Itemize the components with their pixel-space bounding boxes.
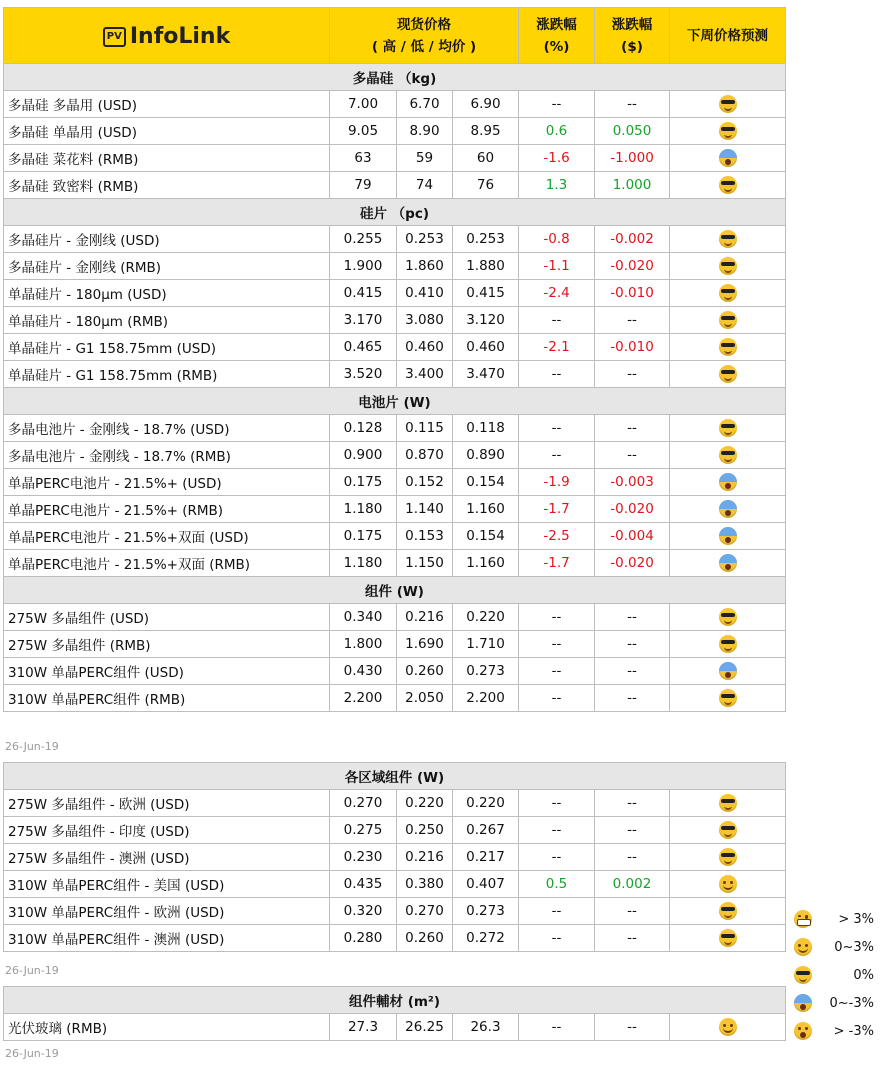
change-usd: --	[595, 790, 670, 817]
date-label: 26-Jun-19	[5, 964, 59, 977]
table-row	[4, 898, 786, 925]
change-usd: --	[595, 925, 670, 952]
product-name: 多晶硅片 - 金刚线 (RMB)	[4, 253, 330, 280]
price-avg: 0.220	[453, 604, 519, 631]
price-low: 0.115	[397, 415, 453, 442]
price-low: 0.380	[397, 871, 453, 898]
price-high: 27.3	[330, 1014, 397, 1041]
forecast-cell	[670, 280, 786, 307]
table-row	[4, 253, 786, 280]
cool-face-icon	[794, 966, 812, 984]
forecast-cell	[670, 307, 786, 334]
forecast-cell	[670, 790, 786, 817]
legend-item	[794, 989, 880, 1017]
table-row	[4, 844, 786, 871]
price-high: 0.175	[330, 523, 397, 550]
change-pct: --	[519, 604, 595, 631]
product-name: 多晶硅 多晶用 (USD)	[4, 91, 330, 118]
product-name: 单晶PERC电池片 - 21.5%+ (RMB)	[4, 496, 330, 523]
price-avg: 0.253	[453, 226, 519, 253]
forecast-cell	[670, 253, 786, 280]
product-name: 单晶硅片 - 180μm (USD)	[4, 280, 330, 307]
scream-face-icon	[719, 527, 737, 545]
change-usd: -0.010	[595, 334, 670, 361]
change-usd: --	[595, 604, 670, 631]
change-pct: -2.4	[519, 280, 595, 307]
scream-face-icon	[719, 500, 737, 518]
table-row	[4, 415, 786, 442]
price-avg: 3.120	[453, 307, 519, 334]
cool-face-icon	[719, 338, 737, 356]
cool-face-icon	[719, 257, 737, 275]
price-high: 0.128	[330, 415, 397, 442]
change-pct: --	[519, 685, 595, 712]
price-low: 0.253	[397, 226, 453, 253]
price-high: 7.00	[330, 91, 397, 118]
scream-face-icon	[719, 149, 737, 167]
legend-label: 0%	[853, 967, 874, 983]
forecast-legend	[794, 905, 880, 1045]
legend-item	[794, 933, 880, 961]
change-pct: --	[519, 631, 595, 658]
forecast-cell	[670, 1014, 786, 1041]
price-avg: 1.880	[453, 253, 519, 280]
category-label: 组件 (W)	[4, 577, 786, 604]
product-name: 单晶PERC电池片 - 21.5%+双面 (RMB)	[4, 550, 330, 577]
change-usd: -0.020	[595, 496, 670, 523]
change-usd: --	[595, 361, 670, 388]
price-high: 1.180	[330, 496, 397, 523]
change-usd: --	[595, 844, 670, 871]
forecast-cell	[670, 91, 786, 118]
price-table-materials	[3, 986, 786, 1041]
change-pct: --	[519, 844, 595, 871]
price-avg: 1.160	[453, 496, 519, 523]
change-pct: 1.3	[519, 172, 595, 199]
price-low: 1.860	[397, 253, 453, 280]
grin-face-icon	[794, 910, 812, 928]
legend-label: 0~-3%	[829, 995, 874, 1011]
price-high: 1.900	[330, 253, 397, 280]
category-row	[4, 388, 786, 415]
table-row	[4, 925, 786, 952]
date-label: 26-Jun-19	[5, 1047, 59, 1060]
scream-face-icon	[794, 994, 812, 1012]
change-usd: --	[595, 898, 670, 925]
change-pct: --	[519, 415, 595, 442]
price-low: 0.870	[397, 442, 453, 469]
logo	[4, 8, 330, 64]
price-low: 1.690	[397, 631, 453, 658]
product-name: 275W 多晶组件 - 欧洲 (USD)	[4, 790, 330, 817]
spot-price-header: 现货价格 ( 高 / 低 / 均价 )	[330, 8, 519, 64]
forecast-cell	[670, 844, 786, 871]
date-label: 26-Jun-19	[5, 740, 59, 753]
change-usd: -0.002	[595, 226, 670, 253]
legend-label: > 3%	[838, 911, 874, 927]
forecast-cell	[670, 469, 786, 496]
smile-face-icon	[794, 938, 812, 956]
table-row	[4, 361, 786, 388]
table-row	[4, 604, 786, 631]
scream-face-icon	[719, 473, 737, 491]
legend-label: 0~3%	[834, 939, 874, 955]
change-pct: -0.8	[519, 226, 595, 253]
smile-face-icon	[719, 1018, 737, 1036]
category-row	[4, 987, 786, 1014]
table-row	[4, 817, 786, 844]
product-name: 275W 多晶组件 (RMB)	[4, 631, 330, 658]
price-high: 1.800	[330, 631, 397, 658]
table-row	[4, 871, 786, 898]
category-label: 电池片 (W)	[4, 388, 786, 415]
product-name: 275W 多晶组件 - 印度 (USD)	[4, 817, 330, 844]
price-high: 63	[330, 145, 397, 172]
forecast-cell	[670, 604, 786, 631]
change-pct: --	[519, 1014, 595, 1041]
product-name: 多晶硅 菜花料 (RMB)	[4, 145, 330, 172]
price-low: 0.460	[397, 334, 453, 361]
category-row	[4, 64, 786, 91]
price-table-main	[3, 7, 786, 712]
cool-face-icon	[719, 902, 737, 920]
price-avg: 0.272	[453, 925, 519, 952]
change-usd: --	[595, 442, 670, 469]
logo-text: InfoLink	[129, 23, 231, 49]
forecast-cell	[670, 523, 786, 550]
cool-face-icon	[719, 689, 737, 707]
cool-face-icon	[719, 794, 737, 812]
table-row	[4, 685, 786, 712]
price-avg: 8.95	[453, 118, 519, 145]
product-name: 单晶硅片 - 180μm (RMB)	[4, 307, 330, 334]
product-name: 310W 单晶PERC组件 - 澳洲 (USD)	[4, 925, 330, 952]
change-usd: 1.000	[595, 172, 670, 199]
change-pct: --	[519, 658, 595, 685]
table-row	[4, 469, 786, 496]
forecast-cell	[670, 361, 786, 388]
price-high: 0.175	[330, 469, 397, 496]
price-low: 74	[397, 172, 453, 199]
price-low: 0.410	[397, 280, 453, 307]
change-usd: -0.020	[595, 253, 670, 280]
change-usd: 0.050	[595, 118, 670, 145]
price-high: 3.520	[330, 361, 397, 388]
change-pct: -1.7	[519, 496, 595, 523]
cool-face-icon	[719, 122, 737, 140]
product-name: 310W 单晶PERC组件 (USD)	[4, 658, 330, 685]
table-row	[4, 496, 786, 523]
legend-label: > -3%	[833, 1023, 874, 1039]
price-low: 0.216	[397, 844, 453, 871]
price-low: 0.250	[397, 817, 453, 844]
forecast-cell	[670, 658, 786, 685]
smile-face-icon	[719, 875, 737, 893]
forecast-header: 下周价格预测	[670, 8, 786, 64]
category-label: 硅片 （pc)	[4, 199, 786, 226]
product-name: 多晶硅 单晶用 (USD)	[4, 118, 330, 145]
forecast-cell	[670, 685, 786, 712]
price-high: 79	[330, 172, 397, 199]
forecast-cell	[670, 550, 786, 577]
change-pct: -1.9	[519, 469, 595, 496]
pv-logo-icon: PV	[103, 27, 126, 47]
product-name: 光伏玻璃 (RMB)	[4, 1014, 330, 1041]
price-high: 0.255	[330, 226, 397, 253]
change-pct: --	[519, 925, 595, 952]
change-usd: --	[595, 307, 670, 334]
product-name: 275W 多晶组件 - 澳洲 (USD)	[4, 844, 330, 871]
change-pct: --	[519, 442, 595, 469]
change-pct: -1.7	[519, 550, 595, 577]
price-high: 0.430	[330, 658, 397, 685]
forecast-cell	[670, 631, 786, 658]
product-name: 单晶硅片 - G1 158.75mm (RMB)	[4, 361, 330, 388]
forecast-cell	[670, 817, 786, 844]
change-usd: --	[595, 1014, 670, 1041]
forecast-cell	[670, 415, 786, 442]
forecast-cell	[670, 442, 786, 469]
category-label: 多晶硅 （kg)	[4, 64, 786, 91]
change-usd: --	[595, 631, 670, 658]
price-low: 0.260	[397, 658, 453, 685]
price-low: 59	[397, 145, 453, 172]
price-low: 0.216	[397, 604, 453, 631]
price-low: 6.70	[397, 91, 453, 118]
category-label: 各区域组件 (W)	[4, 763, 786, 790]
cool-face-icon	[719, 95, 737, 113]
price-avg: 0.415	[453, 280, 519, 307]
change-usd: -0.003	[595, 469, 670, 496]
price-avg: 60	[453, 145, 519, 172]
price-avg: 0.118	[453, 415, 519, 442]
table-row	[4, 631, 786, 658]
table-row	[4, 226, 786, 253]
change-pct: 0.5	[519, 871, 595, 898]
cool-face-icon	[719, 176, 737, 194]
price-high: 0.415	[330, 280, 397, 307]
price-avg: 0.273	[453, 658, 519, 685]
price-low: 8.90	[397, 118, 453, 145]
forecast-cell	[670, 226, 786, 253]
price-table-regional	[3, 762, 786, 952]
price-low: 2.050	[397, 685, 453, 712]
legend-item	[794, 905, 880, 933]
shock-face-icon	[794, 1022, 812, 1040]
price-avg: 0.407	[453, 871, 519, 898]
product-name: 多晶电池片 - 金刚线 - 18.7% (USD)	[4, 415, 330, 442]
change-usd: --	[595, 658, 670, 685]
table-row	[4, 442, 786, 469]
cool-face-icon	[719, 848, 737, 866]
table-row	[4, 91, 786, 118]
price-low: 0.220	[397, 790, 453, 817]
change-pct: -1.1	[519, 253, 595, 280]
category-row	[4, 577, 786, 604]
change-usd: --	[595, 415, 670, 442]
product-name: 310W 单晶PERC组件 (RMB)	[4, 685, 330, 712]
price-avg: 0.460	[453, 334, 519, 361]
price-high: 0.280	[330, 925, 397, 952]
table-row	[4, 790, 786, 817]
price-high: 0.230	[330, 844, 397, 871]
change-pct: --	[519, 817, 595, 844]
product-name: 多晶硅片 - 金刚线 (USD)	[4, 226, 330, 253]
table-row	[4, 658, 786, 685]
header-row	[4, 8, 786, 64]
price-high: 3.170	[330, 307, 397, 334]
price-avg: 0.154	[453, 523, 519, 550]
product-name: 多晶电池片 - 金刚线 - 18.7% (RMB)	[4, 442, 330, 469]
cool-face-icon	[719, 929, 737, 947]
product-name: 310W 单晶PERC组件 - 欧洲 (USD)	[4, 898, 330, 925]
price-high: 0.435	[330, 871, 397, 898]
price-high: 1.180	[330, 550, 397, 577]
price-low: 0.152	[397, 469, 453, 496]
change-pct: --	[519, 361, 595, 388]
product-name: 310W 单晶PERC组件 - 美国 (USD)	[4, 871, 330, 898]
product-name: 275W 多晶组件 (USD)	[4, 604, 330, 631]
product-name: 单晶PERC电池片 - 21.5%+双面 (USD)	[4, 523, 330, 550]
table-row	[4, 118, 786, 145]
price-avg: 0.273	[453, 898, 519, 925]
price-high: 0.320	[330, 898, 397, 925]
table-row	[4, 307, 786, 334]
price-avg: 0.220	[453, 790, 519, 817]
change-pct: -1.6	[519, 145, 595, 172]
price-low: 1.140	[397, 496, 453, 523]
price-avg: 0.217	[453, 844, 519, 871]
price-avg: 0.154	[453, 469, 519, 496]
change-pct: --	[519, 898, 595, 925]
price-low: 26.25	[397, 1014, 453, 1041]
change-usd: -0.004	[595, 523, 670, 550]
price-low: 3.400	[397, 361, 453, 388]
price-avg: 1.710	[453, 631, 519, 658]
price-low: 0.153	[397, 523, 453, 550]
table-row	[4, 145, 786, 172]
product-name: 单晶PERC电池片 - 21.5%+ (USD)	[4, 469, 330, 496]
price-high: 0.270	[330, 790, 397, 817]
forecast-cell	[670, 118, 786, 145]
cool-face-icon	[719, 419, 737, 437]
change-usd: --	[595, 817, 670, 844]
price-avg: 1.160	[453, 550, 519, 577]
product-name: 单晶硅片 - G1 158.75mm (USD)	[4, 334, 330, 361]
table-row	[4, 1014, 786, 1041]
price-high: 0.275	[330, 817, 397, 844]
forecast-cell	[670, 898, 786, 925]
forecast-cell	[670, 334, 786, 361]
change-pct: 0.6	[519, 118, 595, 145]
forecast-cell	[670, 871, 786, 898]
price-low: 0.270	[397, 898, 453, 925]
price-low: 1.150	[397, 550, 453, 577]
price-avg: 3.470	[453, 361, 519, 388]
price-avg: 0.890	[453, 442, 519, 469]
table-row	[4, 523, 786, 550]
forecast-cell	[670, 145, 786, 172]
change-usd: --	[595, 685, 670, 712]
legend-item	[794, 961, 880, 989]
change-pct: --	[519, 307, 595, 334]
price-low: 0.260	[397, 925, 453, 952]
legend-item	[794, 1017, 880, 1045]
change-pct: --	[519, 790, 595, 817]
change-usd: --	[595, 91, 670, 118]
category-row	[4, 763, 786, 790]
cool-face-icon	[719, 446, 737, 464]
change-pct-header: 涨跌幅 (%)	[519, 8, 595, 64]
change-pct: -2.5	[519, 523, 595, 550]
change-usd: -0.020	[595, 550, 670, 577]
price-high: 0.465	[330, 334, 397, 361]
forecast-cell	[670, 496, 786, 523]
scream-face-icon	[719, 662, 737, 680]
table-row	[4, 550, 786, 577]
change-usd: -1.000	[595, 145, 670, 172]
change-pct: --	[519, 91, 595, 118]
price-avg: 6.90	[453, 91, 519, 118]
scream-face-icon	[719, 554, 737, 572]
price-low: 3.080	[397, 307, 453, 334]
price-avg: 2.200	[453, 685, 519, 712]
cool-face-icon	[719, 284, 737, 302]
change-pct: -2.1	[519, 334, 595, 361]
category-label: 组件輔材 (m²)	[4, 987, 786, 1014]
table-row	[4, 172, 786, 199]
cool-face-icon	[719, 821, 737, 839]
change-usd: 0.002	[595, 871, 670, 898]
forecast-cell	[670, 172, 786, 199]
product-name: 多晶硅 致密料 (RMB)	[4, 172, 330, 199]
table-row	[4, 280, 786, 307]
change-usd-header: 涨跌幅 ($)	[595, 8, 670, 64]
price-high: 0.340	[330, 604, 397, 631]
cool-face-icon	[719, 635, 737, 653]
price-avg: 26.3	[453, 1014, 519, 1041]
cool-face-icon	[719, 365, 737, 383]
cool-face-icon	[719, 230, 737, 248]
cool-face-icon	[719, 608, 737, 626]
forecast-cell	[670, 925, 786, 952]
price-high: 2.200	[330, 685, 397, 712]
price-avg: 76	[453, 172, 519, 199]
table-row	[4, 334, 786, 361]
change-usd: -0.010	[595, 280, 670, 307]
price-high: 9.05	[330, 118, 397, 145]
price-avg: 0.267	[453, 817, 519, 844]
cool-face-icon	[719, 311, 737, 329]
category-row	[4, 199, 786, 226]
price-high: 0.900	[330, 442, 397, 469]
